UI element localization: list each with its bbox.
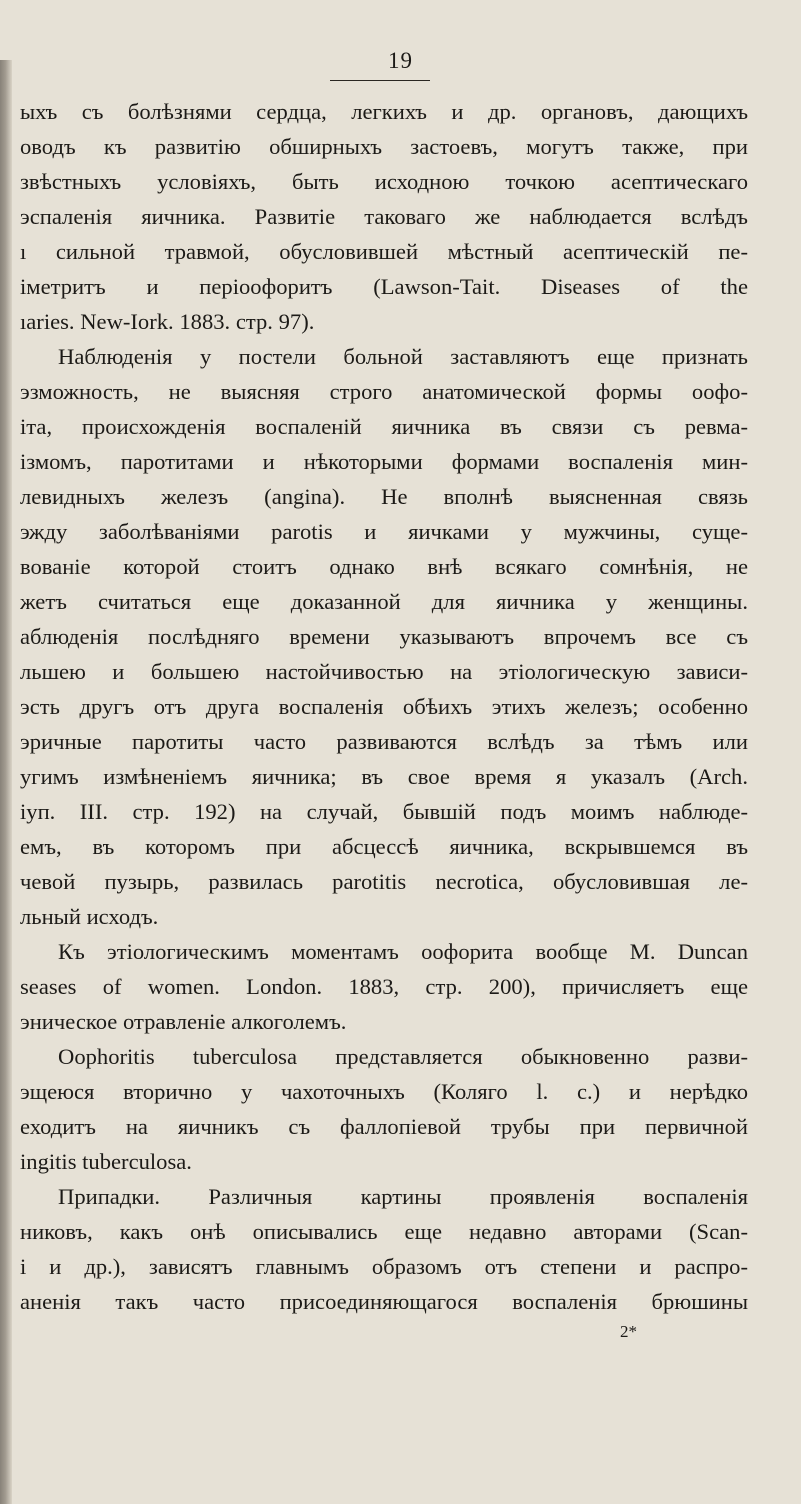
- text-line: эническое отравленіе алкоголемъ.: [20, 1009, 347, 1034]
- text-line: чевой пузырь, развилась parotitis necrotica, обусловившая ле-: [20, 869, 748, 894]
- text-line: емъ, въ которомъ при абсцессѣ яичника, вскрывшемся въ: [20, 834, 748, 859]
- text-line: льшею и большею настойчивостью на этіологическую зависи-: [20, 659, 748, 684]
- text-line: вованіе которой стоитъ однако внѣ всякаго сомнѣнія, не: [20, 554, 748, 579]
- text-line: Къ этіологическимъ моментамъ оофорита вообще M. Duncan: [58, 939, 748, 964]
- text-line: seases of women. London. 1883, стр. 200), причисляетъ еще: [20, 974, 748, 999]
- text-line: эщеюся вторично у чахоточныхъ (Коляго l. c.) и нерѣдко: [20, 1079, 748, 1104]
- text-line: ıaries. New-Iork. 1883. стр. 97).: [20, 309, 315, 334]
- text-line: i и др.), зависятъ главнымъ образомъ отъ степени и распро-: [20, 1254, 748, 1279]
- text-line: жетъ считаться еще доказанной для яичника у женщины.: [20, 589, 748, 614]
- text-line: льный исходъ.: [20, 904, 159, 929]
- text-line: звѣстныхъ условіяхъ, быть исходною точкою асептическаго: [20, 169, 748, 194]
- text-line: левидныхъ железъ (angina). Не вполнѣ выясненная связь: [20, 484, 748, 509]
- text-line: ı сильной травмой, обусловившей мѣстный асептическій пе-: [20, 239, 748, 264]
- text-line: аблюденія послѣдняго времени указываютъ впрочемъ все съ: [20, 624, 748, 649]
- text-line: іметритъ и періоофоритъ (Lawson-Tait. Diseases of the: [20, 274, 748, 299]
- header-rule: [330, 80, 430, 81]
- text-line: эричные паротиты часто развиваются вслѣдъ за тѣмъ или: [20, 729, 748, 754]
- text-line: эсть другъ отъ друга воспаленія обѣихъ этихъ железъ; особенно: [20, 694, 748, 719]
- text-line: ingitis tuberculosa.: [20, 1149, 192, 1174]
- text-line: эжду заболѣваніями parotis и яичками у мужчины, суще-: [20, 519, 748, 544]
- text-line: эспаленія яичника. Развитіе таковаго же наблюдается вслѣдъ: [20, 204, 748, 229]
- text-line: никовъ, какъ онѣ описывались еще недавно авторами (Scan-: [20, 1219, 748, 1244]
- text-line: угимъ измѣненіемъ яичника; въ свое время я указалъ (Arch.: [20, 764, 748, 789]
- text-line: Наблюденія у постели больной заставляютъ еще признать: [58, 344, 748, 369]
- text-line: эзможность, не выясняя строго анатомической формы оофо-: [20, 379, 748, 404]
- text-line: Припадки. Различныя картины проявленія воспаленія: [58, 1184, 748, 1209]
- text-line: ізмомъ, паротитами и нѣкоторыми формами воспаленія мин-: [20, 449, 748, 474]
- text-line: аненія такъ часто присоединяющагося воспаленія брюшины: [20, 1289, 748, 1314]
- text-line: ыхъ съ болѣзнями сердца, легкихъ и др. органовъ, дающихъ: [20, 99, 748, 124]
- text-line: iуп. III. стр. 192) на случай, бывшій подъ моимъ наблюде-: [20, 799, 748, 824]
- body-text: [20, 94, 748, 1319]
- signature-mark: 2*: [620, 1322, 637, 1341]
- text-line: іта, происхожденія воспаленій яичника въ связи съ ревма-: [20, 414, 748, 439]
- page-number: 19: [388, 48, 413, 73]
- text-line: оводъ къ развитію обширныхъ застоевъ, могутъ также, при: [20, 134, 748, 159]
- text-line: Oophoritis tuberculosa представляется обыкновенно разви-: [58, 1044, 748, 1069]
- text-line: еходитъ на яичникъ съ фаллопіевой трубы при первичной: [20, 1114, 748, 1139]
- binding-gutter-shadow: [0, 60, 12, 1504]
